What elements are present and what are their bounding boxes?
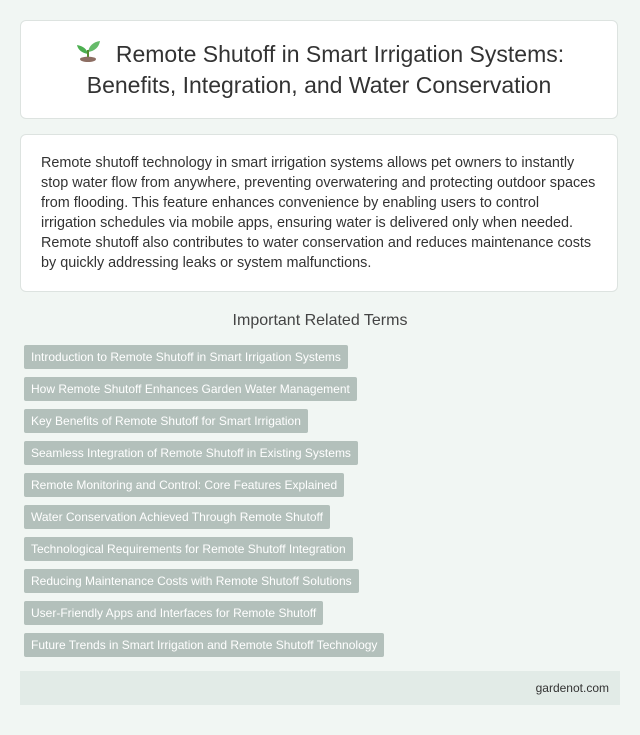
list-item: [24, 345, 384, 369]
term-link[interactable]: Key Benefits of Remote Shutoff for Smart Irrigation: [24, 409, 308, 433]
list-item: [24, 409, 384, 433]
term-link[interactable]: Reducing Maintenance Costs with Remote Shutoff Solutions: [24, 569, 359, 593]
list-item: [24, 473, 384, 497]
intro-text: Remote shutoff technology in smart irrigation systems allows pet owners to instantly stop water flow from anywhere, preventing overwatering and protecting outdoor spaces from flooding. This feature enhances convenience by enabling users to control irrigation schedules via mobile apps, ensuring water is delivered only when needed. Remote shutoff also contributes to water conservation and reduces maintenance costs by quickly addressing leaks or system malfunctions.: [41, 155, 596, 271]
term-link[interactable]: Water Conservation Achieved Through Remote Shutoff: [24, 505, 330, 529]
term-link[interactable]: How Remote Shutoff Enhances Garden Water Management: [24, 377, 357, 401]
term-link[interactable]: User-Friendly Apps and Interfaces for Remote Shutoff: [24, 601, 323, 625]
footer: [20, 671, 620, 705]
list-item: [24, 569, 384, 593]
intro-card: [20, 134, 618, 292]
list-item: [24, 633, 384, 657]
page-title: [21, 39, 617, 101]
list-item: [24, 441, 384, 465]
term-link[interactable]: Remote Monitoring and Control: Core Features Explained: [24, 473, 344, 497]
list-item: [24, 537, 384, 561]
term-link[interactable]: Introduction to Remote Shutoff in Smart Irrigation Systems: [24, 345, 348, 369]
term-link[interactable]: Technological Requirements for Remote Shutoff Integration: [24, 537, 353, 561]
sprout-icon: [74, 39, 102, 65]
term-link[interactable]: Future Trends in Smart Irrigation and Remote Shutoff Technology: [24, 633, 384, 657]
page-title-text: Remote Shutoff in Smart Irrigation Systems: Benefits, Integration, and Water Conservation: [86, 40, 565, 98]
footer-site-link[interactable]: gardenot.com: [535, 681, 609, 695]
list-item: [24, 377, 384, 401]
list-item: [24, 505, 384, 529]
term-link[interactable]: Seamless Integration of Remote Shutoff in Existing Systems: [24, 441, 358, 465]
related-terms-list: [24, 345, 384, 665]
title-card: [20, 20, 618, 119]
related-terms-heading: Important Related Terms: [232, 312, 408, 329]
list-item: [24, 601, 384, 625]
